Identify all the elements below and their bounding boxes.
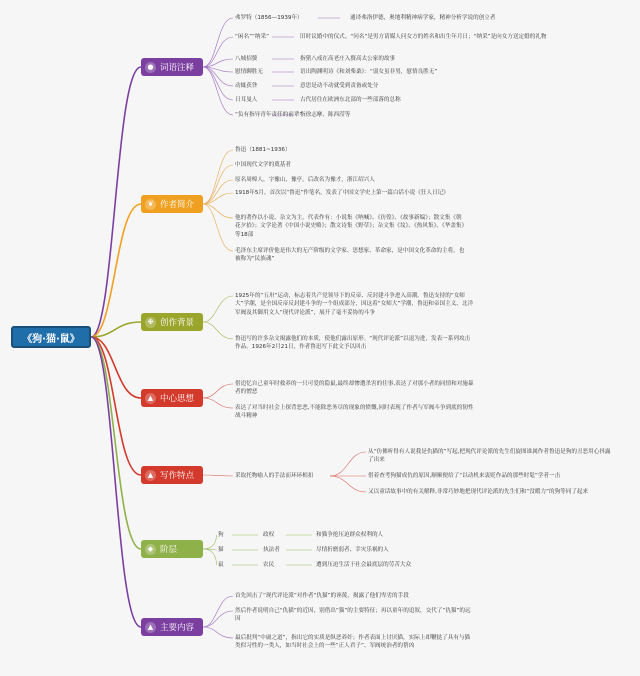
connector (91, 337, 141, 627)
flame-icon: ▲ (145, 470, 156, 481)
theme-line: 表达了对当时社会上探背恶恶,不能除恶务尽的现象的愤慨,同时表现了作者与军阀斗争到底的韧性战斗精神 (235, 405, 474, 420)
connector (203, 150, 233, 204)
branch-label: 写作特点 (160, 471, 195, 481)
content-line: 首先回击了“现代评论派”对作者“仇猫”的诬蔑，揭露了他们卑劣的手段 (235, 593, 409, 599)
vocab-definition: 指徐志摩、陈西滢等 (300, 112, 351, 118)
root-node[interactable]: 《狗·猫·鼠》 (11, 326, 91, 348)
class-role: 执法者 (263, 547, 280, 553)
class-desc: 尽情折磨弱者、幸灾乐祸的人 (316, 547, 389, 553)
vocab-definition: 旧时议婚中的仪式。“问名”是男方请媒人问女方的姓名和出生年月日；“纳采”是向女方送定婚的礼物 (300, 34, 547, 40)
connector (203, 549, 216, 565)
branch-1[interactable] (141, 58, 203, 76)
author-line: 毛泽东主席评价他是伟大的无产阶级的文学家、思想家、革命家，是中国文化革命的主将，也被称为“民族魂” (235, 248, 465, 263)
class-role: 农民 (263, 562, 275, 568)
clover-icon: ✤ (145, 317, 156, 328)
class-desc: 遭到压迫生活于社会最底层的劳苦大众 (316, 562, 412, 568)
feature-item: 又以童话故事中的有关解释,非常巧妙地把现代评论派的先生们和“没暇力”的狗等同了起来 (368, 489, 589, 495)
content-line: 最后批判“中庸之道”，指出它的实质是纵恶养奸；作者表面上讨厌猫，实际上却鞭挞了具有与猫类似习性的一类人，如当时社会上的一些“正人君子”、军阀统治者的帮凶 (235, 635, 471, 650)
connector (91, 322, 141, 337)
theme-line: 借追忆自己童年时救养的一只可爱的隐鼠,最终却惨遭杀害的往事,表达了对那小者的同情和对施暴者的憎恶 (235, 381, 474, 396)
connector (203, 67, 233, 115)
author-line: 鲁迅（1881~1936） (235, 147, 291, 153)
vocab-definition: 意思是动不动就受到责备或处分 (300, 83, 379, 89)
branch-label: 作者简介 (160, 200, 195, 210)
branch-7[interactable] (141, 618, 203, 636)
connector (203, 322, 233, 339)
vocab-definition: 古代居住在欧洲东北部的一些部落的总称 (300, 97, 401, 103)
globe-icon: ● (145, 62, 156, 73)
vocab-definition: 语出陶渊明诗《和刘柴桑》：“弱女虽非男，慰情良胜无” (300, 69, 438, 75)
flame-icon: ▲ (145, 393, 156, 404)
feature-item: 借着查考狗猫成仇的原因,顺顺便给了“以动机来衷贬作品的那些时髦”学者一击 (368, 473, 561, 479)
background-line: 鲁迅写的许多杂文揭露他们的本质，使他们露出原形。“现代评论派”以退为进，发表一系列攻击作品。1926年2月21日，作者鲁迅写下此文予以回击 (235, 336, 471, 351)
connector (203, 475, 233, 476)
class-desc: 和猫争抢压迫群众权利的人 (316, 532, 384, 538)
branch-2[interactable] (141, 195, 203, 213)
branch-label: 中心思想 (160, 394, 195, 404)
diamond-icon: ◆ (145, 544, 156, 555)
connector (203, 204, 233, 251)
leaf-icon: ❦ (145, 199, 156, 210)
class-animal: 狗 (218, 532, 224, 538)
branch-3[interactable] (141, 313, 203, 331)
vocab-term: 日耳曼人 (235, 97, 258, 103)
vocab-definition: 指猪八戒在高老庄入赘高太公家的故事 (300, 56, 396, 62)
vocab-term: 动辄获咎 (235, 83, 258, 89)
class-role: 政权 (263, 532, 275, 538)
author-line: 原名周樟人，字豫山，豫亭，后改名为豫才，浙江绍兴人 (235, 177, 375, 183)
author-line: 他的著作以小说、杂文为主，代表作有：小说集《呐喊》、《彷徨》、《故事新编》；散文集《朝花夕拾》；文学论著《中国小说史略》；散文诗集《野草》；杂文集《坟》、《热风集》、《华盖集》等18部 (235, 215, 465, 238)
connector (203, 398, 233, 408)
feature-main: 采取托物喻人的手法而环环相扣 (235, 473, 314, 479)
connector (91, 204, 141, 337)
connector (91, 67, 141, 337)
connector (203, 535, 216, 549)
content-line: 然后作者说明自己“仇猫”的近因，别借出“猫”的主要特征；再以童年的追叙，交代了“仇猫”的远因 (235, 608, 471, 623)
connector (203, 384, 233, 398)
connector (203, 180, 233, 204)
branch-6[interactable] (141, 540, 203, 558)
feature-item: 从“仿佛听得有人说我是仇猫的”写起,把现代评论派的先生们旋图谁属作者鲁迅是狗的丑恶用心抖露了出来 (368, 449, 611, 464)
branch-label: 阶层 (160, 545, 178, 555)
background-line: 1925年的“五卅”运动，标志着共产党领导下的反帝、反封建斗争进入高潮。鲁迅支持的“女师大”学潮，是全国反帝反封建斗争的一个组成部分，因这着“女师大”学潮，鲁迅和帝国主义、北洋军阀及其御用文人“现代评论派”，展开了毫不妥协的斗争 (235, 293, 474, 316)
branch-5[interactable] (141, 466, 203, 484)
class-animal: 猫 (218, 547, 224, 553)
branch-label: 创作背景 (160, 318, 195, 328)
branch-label: 词语注释 (160, 63, 195, 73)
vocab-definition: 通译弗洛伊德，奥地利精神病学家，精神分析学说的创立者 (350, 15, 496, 21)
vocab-term: 慰情聊胜无 (235, 69, 263, 75)
connector (203, 296, 233, 322)
vocab-term: “负有指导青年责任的前辈” (235, 112, 303, 118)
branch-4[interactable] (141, 389, 203, 407)
connector (203, 18, 233, 67)
author-line: 中国现代文学的奠基者 (235, 162, 291, 168)
connector (203, 611, 233, 627)
vocab-term: 弗罗特（1856—1939年） (235, 15, 303, 21)
branch-label: 主要内容 (160, 623, 195, 633)
vocab-term: “闲名”“纳采” (235, 34, 269, 40)
vocab-term: 八城招赘 (235, 56, 258, 62)
connector (203, 627, 233, 638)
class-animal: 鼠 (218, 562, 224, 568)
flame-icon: ▲ (145, 622, 156, 633)
author-line: 1918年5月，首次以“鲁迅”作笔名，发表了中国文学史上第一篇白话小说《狂人日记》 (235, 190, 449, 196)
